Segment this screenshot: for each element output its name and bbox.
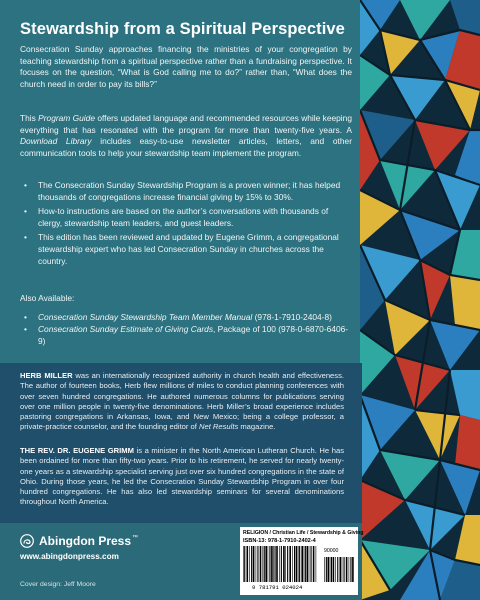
bullet-icon: • — [24, 312, 27, 322]
cover-credit: Cover design: Jeff Moore — [20, 581, 96, 588]
barcode-bar — [326, 557, 327, 582]
list-item-text: How-to instructions are based on the author’s conversations with thousands of clergy, stewardship team leaders, and guest leaders. — [38, 206, 329, 228]
barcode-bar — [344, 557, 345, 582]
publisher-url[interactable]: www.abingdonpress.com — [20, 552, 119, 561]
barcode-bar — [260, 546, 262, 582]
guide-text-2: offers updated language and recommended resources while keeping everything that has resonated with the program for more than twenty-five years. A — [20, 113, 352, 135]
list-item — [24, 312, 350, 323]
barcode-icon — [243, 546, 317, 582]
barcode-bar — [253, 546, 255, 582]
publisher-logo — [20, 534, 138, 548]
barcode-number: 9 781791 024024 — [252, 584, 303, 591]
barcode-bar — [350, 557, 351, 582]
author-name: HERB MILLER — [20, 371, 73, 380]
bullet-icon: • — [24, 232, 27, 243]
publisher-name: Abingdon Press — [39, 534, 132, 548]
page-title: Stewardship from a Spiritual Perspective — [20, 20, 345, 38]
barcode-bar — [304, 546, 305, 582]
barcode-bar — [305, 546, 306, 582]
barcode-bar — [307, 546, 309, 582]
guide-text-1: This — [20, 113, 39, 123]
barcode-bar — [279, 546, 280, 582]
product-detail: , Package of 100 (978-0-6870-6406-9) — [38, 324, 349, 346]
barcode-bar — [309, 546, 310, 582]
barcode-bar — [333, 557, 335, 582]
barcode-bar — [271, 546, 273, 582]
barcode-bar — [276, 546, 278, 582]
barcode-bar — [324, 557, 325, 582]
barcode-bar — [296, 546, 298, 582]
intro-paragraph: Consecration Sunday approaches financing the ministries of your congregation by teaching stewardship from a spiritual perspective rather than a fundraising perspective. It focuses on the question, “What is God calling me to do?” rather than, “What does the church need in order to pay its bills?” — [20, 44, 352, 89]
bullet-icon: • — [24, 324, 27, 335]
barcode-bar — [285, 546, 286, 582]
barcode-bar — [352, 557, 354, 582]
list-item — [24, 180, 350, 203]
magazine-title: Net Results — [199, 422, 239, 432]
abingdon-swirl-icon — [20, 534, 34, 548]
barcode-bar — [287, 546, 288, 582]
price-code: 90000 — [324, 548, 339, 554]
author-bio-miller — [20, 371, 344, 433]
feature-list — [24, 180, 350, 270]
barcode-bar — [275, 546, 276, 582]
download-library-title: Download Library — [20, 136, 92, 147]
bullet-icon: • — [24, 180, 27, 190]
list-item-text: The Consecration Sunday Stewardship Program is a proven winner; it has helped thousands of congregations increase financial giving by 15% to 30%. — [38, 180, 341, 202]
barcode-bar — [283, 546, 285, 582]
barcode-bar — [251, 546, 252, 582]
barcode-bar — [243, 546, 244, 582]
barcode-bar — [264, 546, 265, 582]
barcode-bar — [298, 546, 299, 582]
barcode-bar — [281, 546, 282, 582]
barcode-bar — [337, 557, 338, 582]
also-available-list — [24, 312, 350, 348]
isbn-label: ISBN-13: 978-1-7910-2402-4 — [243, 538, 316, 544]
stained-glass-svg — [360, 0, 480, 600]
author-bio-grimm — [20, 446, 344, 508]
barcode-bar — [263, 546, 264, 582]
book-category: RELIGION / Christian Life / Stewardship & Giving — [243, 530, 364, 536]
trademark-mark: ™ — [132, 535, 139, 541]
stained-glass-art — [360, 0, 480, 600]
barcode-bar — [294, 546, 295, 582]
barcode-bar — [346, 557, 348, 582]
barcode-bar — [249, 546, 250, 582]
barcode-bar — [256, 546, 257, 582]
barcode-bar — [268, 546, 269, 582]
barcode-panel — [240, 527, 364, 595]
product-title: Consecration Sunday Stewardship Team Member Manual — [38, 312, 253, 322]
list-item — [24, 232, 350, 267]
product-title: Consecration Sunday Estimate of Giving Cards — [38, 324, 214, 335]
barcode-bar — [289, 546, 291, 582]
barcode-bar — [273, 546, 274, 582]
guide-text-3: includes easy-to-use newsletter articles, letters, and other communication tools to help your stewardship team implement the program. — [20, 136, 352, 158]
program-guide-title: Program Guide — [38, 113, 95, 123]
barcode-bar — [331, 557, 332, 582]
barcode-bar — [311, 546, 312, 582]
bio-text: is a minister in the North American Lutheran Church. He has been ordained for more than fifty-two years. Prior to his retirement, he served for nearly twenty-one years as a stewardship specialist serving just over six hundred congregations in the state of Ohio. During those years, he led the Consecration Sunday Stewardship Program in over four hundred congregations. He has also led stewardship seminars for several denominations throughout North America. — [20, 446, 344, 507]
barcode-bar — [328, 557, 330, 582]
barcode-bar — [292, 546, 293, 582]
price-barcode-icon — [324, 557, 354, 582]
barcode-bar — [342, 557, 343, 582]
barcode-bar — [301, 546, 303, 582]
barcode-bar — [313, 546, 315, 582]
list-item-text: This edition has been reviewed and updated by Eugene Grimm, a congregational stewardship expert who has led Consecration Sunday in churches across the country. — [38, 232, 339, 266]
barcode-bar — [340, 557, 342, 582]
barcode-bar — [299, 546, 300, 582]
bullet-icon: • — [24, 206, 27, 217]
barcode-bar — [330, 557, 331, 582]
list-item — [24, 324, 350, 347]
author-name: THE REV. DR. EUGENE GRIMM — [20, 446, 134, 455]
barcode-bar — [316, 546, 317, 582]
barcode-bar — [335, 557, 336, 582]
list-item — [24, 206, 350, 229]
barcode-bar — [349, 557, 350, 582]
also-available-label: Also Available: — [20, 293, 75, 303]
barcode-bar — [247, 546, 249, 582]
bio-text: was an internationally recognized authority in church health and effectiveness. The author of fourteen books, Herb flew millions of miles to conduct planning conferences with over seven hundred congregations. He authored numerous columns for publications serving over one million people in twenty-five denominations. Herb Miller’s broad experience includes pastoring congregations in Arkansas, Iowa, and New Mexico; being a college professor, a private-practice counselor, and the founding editor of — [20, 371, 344, 432]
barcode-bar — [265, 546, 267, 582]
product-detail: (978-1-7910-2404-8) — [252, 312, 332, 322]
barcode-bar — [257, 546, 258, 582]
barcode-bar — [244, 546, 245, 582]
bio-text-end: magazine. — [238, 422, 276, 432]
barcode-bar — [269, 546, 270, 582]
guide-paragraph — [20, 113, 352, 159]
